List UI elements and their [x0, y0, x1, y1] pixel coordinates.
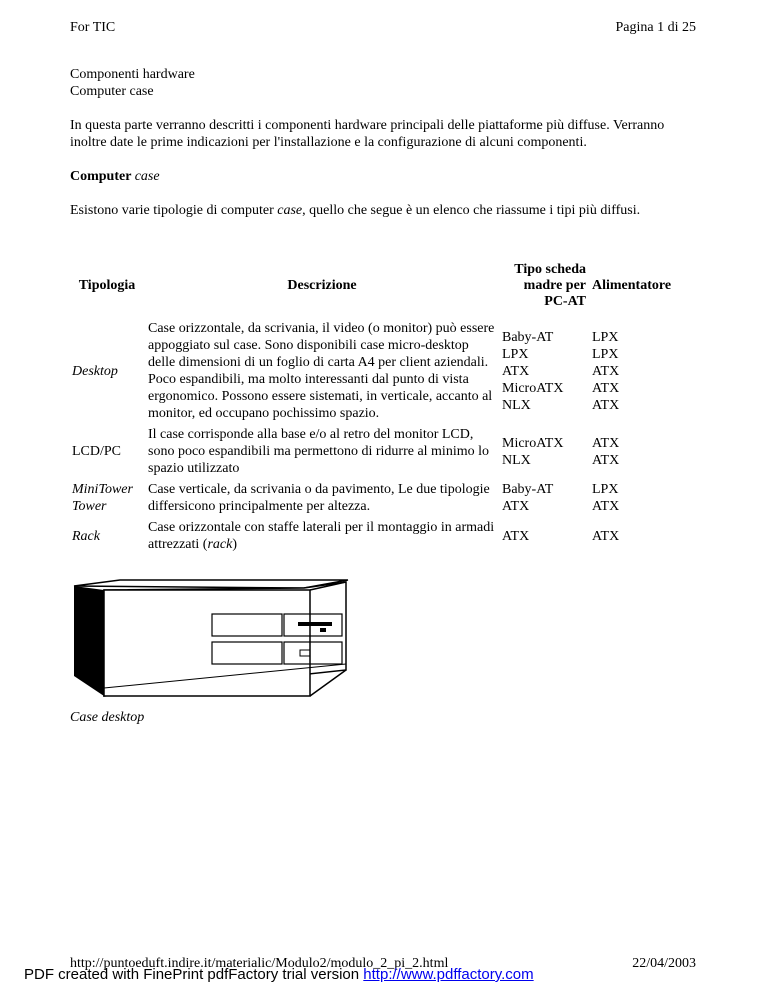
alimentatore-value: ATX: [592, 363, 620, 379]
cell-tipologia: Rack: [72, 528, 100, 544]
pdf-banner: [24, 966, 534, 983]
table-row: [70, 320, 690, 426]
descrizione-text: Case orizzontale con staffe laterali per il montaggio in armadi attrezzati (: [148, 520, 495, 552]
alimentatore-value: ATX: [592, 528, 620, 544]
cell-descrizione: Il case corrisponde alla base e/o al retro del monitor LCD, sono poco espandibili ma permettono di ridurre al minimo lo spazio utilizzato: [148, 427, 489, 476]
cell-scheda: [500, 320, 588, 426]
image-caption: Case desktop: [70, 710, 145, 725]
page-header-right: Pagina 1 di 25: [615, 20, 696, 35]
cell-tipologia: LCD/PC: [72, 444, 122, 459]
alimentatore-value: LPX: [592, 329, 619, 345]
section-title-italic: case: [134, 169, 160, 184]
alimentatore-value: ATX: [592, 499, 620, 514]
footer-date: 22/04/2003: [632, 956, 696, 971]
cell-alimentatore: [590, 519, 690, 557]
lead-paragraph: [70, 202, 700, 219]
col-header-alimentatore: Alimentatore: [592, 278, 672, 293]
pdffactory-link[interactable]: http://www.pdffactory.com: [363, 966, 534, 983]
col-header-descrizione: Descrizione: [287, 278, 357, 293]
cell-scheda: [500, 519, 588, 557]
descrizione-text-end: ): [232, 537, 238, 552]
alimentatore-value: ATX: [592, 397, 620, 413]
alimentatore-value: ATX: [592, 380, 620, 396]
col-header-scheda: Tipo scheda madre per PC-AT: [514, 262, 586, 309]
table-header-row: [70, 262, 690, 320]
alimentatore-value: LPX: [592, 482, 619, 497]
cell-descrizione: [146, 519, 498, 557]
cell-alimentatore: [590, 481, 690, 519]
alimentatore-value: LPX: [592, 346, 619, 362]
section-title: [70, 168, 700, 185]
intro-paragraph: In questa parte verranno descritti i componenti hardware principali delle piattaforme più diffuse. Verranno inoltre date le prime indicazioni per l'installazione e la configurazione di alcuni componenti.: [70, 118, 665, 150]
lead-text: Esistono varie tipologie di computer: [70, 203, 278, 218]
alimentatore-value: ATX: [592, 435, 620, 451]
alimentatore-value: ATX: [592, 452, 620, 468]
table-row: [70, 519, 690, 557]
breadcrumb-item: Componenti hardware: [70, 67, 195, 82]
pdf-banner-text: PDF created with FinePrint pdfFactory trial version: [24, 966, 364, 983]
scheda-value: ATX: [502, 499, 530, 514]
table-row: [70, 481, 690, 519]
cell-alimentatore: [590, 426, 690, 481]
col-header-tipologia: Tipologia: [78, 278, 136, 293]
cell-scheda: [500, 426, 588, 481]
scheda-value: Baby-AT: [502, 482, 554, 497]
cell-alimentatore: [590, 320, 690, 426]
scheda-value: MicroATX: [502, 380, 564, 396]
case-types-table: [68, 262, 692, 557]
page-content: [70, 66, 700, 219]
scheda-value: ATX: [502, 363, 530, 379]
scheda-value: MicroATX: [502, 435, 564, 451]
cell-descrizione: Case verticale, da scrivania o da pavimento, Le due tipologie differsicono principalmente per altezza.: [148, 482, 490, 514]
breadcrumb-item: Computer case: [70, 84, 154, 99]
cell-tipologia: Desktop: [72, 363, 118, 379]
cell-scheda: [500, 481, 588, 519]
scheda-value: NLX: [502, 452, 531, 468]
descrizione-italic: rack: [207, 537, 233, 552]
scheda-value: Baby-AT: [502, 329, 554, 345]
desktop-case-illustration: [72, 578, 352, 698]
scheda-value: LPX: [502, 346, 529, 362]
lead-italic: case: [277, 203, 303, 218]
lead-text-end: , quello che segue è un elenco che riassume i tipi più diffusi.: [302, 203, 641, 218]
scheda-value: NLX: [502, 397, 531, 413]
page-header-left: For TIC: [70, 20, 116, 35]
cell-descrizione: Case orizzontale, da scrivania, il video (o monitor) può essere appoggiato sul case. Sono disponibili case micro-desktop delle dimensioni di un foglio di carta A4 per client aziendali. Poco espandibili, ma molto interessanti dal punto di vista ergonomico. Possono essere sistemati, in verticale, accanto al monitor, ed occupano pochissimo spazio.: [148, 321, 495, 421]
table-row: [70, 426, 690, 481]
footer-url: http://puntoeduft.indire.it/materialic/Modulo2/modulo_2_pi_2.html: [70, 956, 449, 971]
section-title-bold: Computer: [70, 169, 132, 184]
cell-tipologia: MiniTower Tower: [72, 482, 133, 514]
scheda-value: ATX: [502, 528, 530, 544]
